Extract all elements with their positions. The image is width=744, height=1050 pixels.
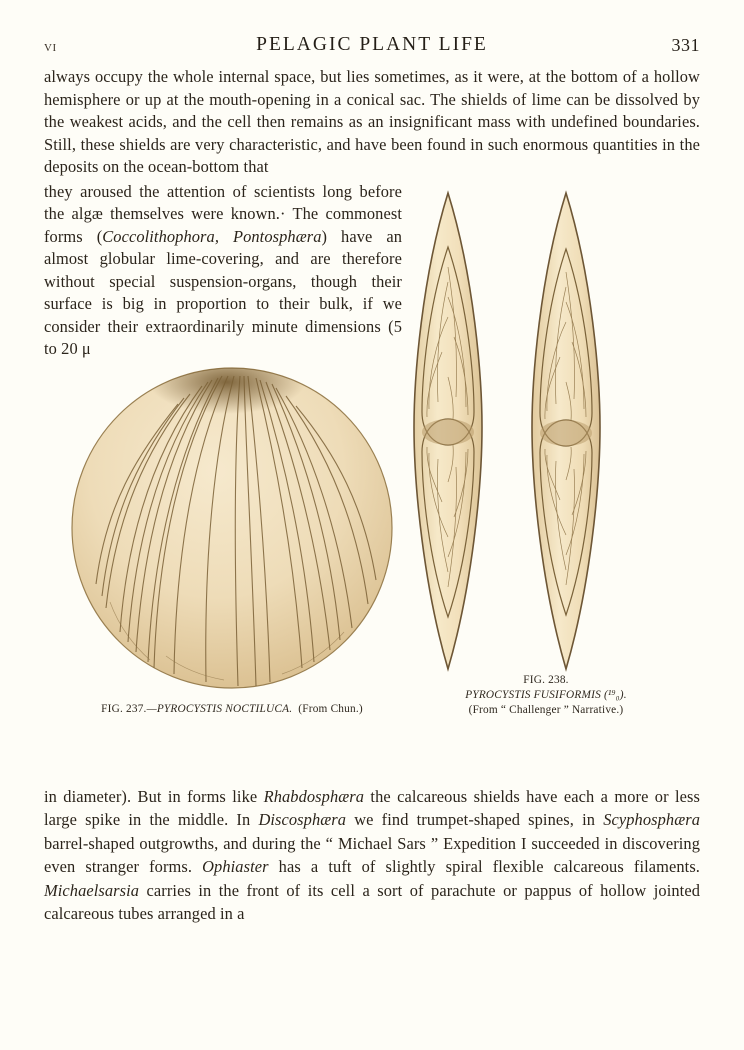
paragraph-wrapped — [44, 181, 402, 361]
figure-pyrocystis-noctiluca — [62, 356, 402, 696]
paragraph-top: always occupy the whole internal space, but lies sometimes, as it were, at the bottom of a hollow hemisphere or up at the mouth-opening in a conical sac. The shields of lime can be dissolved by the weakest acids, and the cell then remains as an insignificant mass with undefined boundaries. Still, these shields are very characteristic, and have been found in such enormous quantities in the deposits on the ocean-bottom that — [44, 67, 700, 176]
wrap-part-italic: Coccolithophora, Pontosphæra — [102, 226, 322, 246]
lower-part-3: we find trumpet-shaped spines, in — [346, 810, 604, 830]
lower-italic-2: Discosphæra — [258, 810, 347, 830]
lower-italic-1: Rhabdosphæra — [263, 787, 365, 806]
lower-part-5: has a tuft of slightly spiral flexible calcareous filaments. — [268, 857, 700, 877]
lower-italic-4: Ophiaster — [202, 857, 269, 877]
caption-figure-238 — [390, 673, 702, 718]
lower-italic-5: Michaelsarsia — [44, 880, 140, 900]
spindle-right — [532, 193, 600, 669]
paragraph-lower — [44, 785, 700, 925]
wrap-part-1: they aroused the attention of scientists long before the algæ themselves were known.· The commonest forms ( — [44, 181, 402, 246]
figure-pyrocystis-fusiformis — [396, 187, 706, 677]
wrap-part-3: ) have an almost globular lime-covering, and are therefore without special suspension-organs, though their surface is big in proportion to their bulk, if we consider their extraordinarily minute dimensions (5 to 20 μ — [44, 226, 402, 358]
lower-part-6: carries in the front of its cell a sort of parachute or pappus of hollow jointed calcareous tubes arranged in a — [44, 880, 700, 924]
page-content — [44, 34, 700, 741]
caption-238-number: FIG. 238. — [523, 673, 569, 686]
wrapped-text-column — [44, 181, 402, 361]
volume-mark: VI — [44, 42, 57, 54]
figure-zone — [44, 181, 700, 741]
caption-237-name: —PYROCYSTIS NOCTILUCA. — [146, 702, 293, 715]
lower-part-2: the calcareous shields have each a more or less large spike in the middle. In — [44, 787, 700, 830]
lower-text-block — [44, 785, 700, 925]
page-number: 331 — [671, 35, 700, 55]
page-title: PELAGIC PLANT LIFE — [256, 34, 488, 55]
running-head — [44, 34, 700, 60]
spindle-left — [414, 193, 482, 669]
caption-238-source: (From “ Challenger ” Narrative.) — [468, 703, 624, 716]
lower-italic-3: Scyphosphæra — [603, 810, 700, 830]
caption-figure-237 — [52, 703, 412, 715]
caption-238-name: PYROCYSTIS FUSIFORMIS (¹⁹₀). — [465, 688, 627, 701]
caption-237-source: (From Chun.) — [298, 702, 363, 715]
lower-part-4: barrel-shaped outgrowths, and during the “ Michael Sars ” Expedition I succeeded in discovering even stranger forms. — [44, 833, 700, 877]
lower-part-1: in diameter). But in forms like — [44, 787, 264, 806]
caption-237-number: FIG. 237. — [101, 702, 147, 715]
